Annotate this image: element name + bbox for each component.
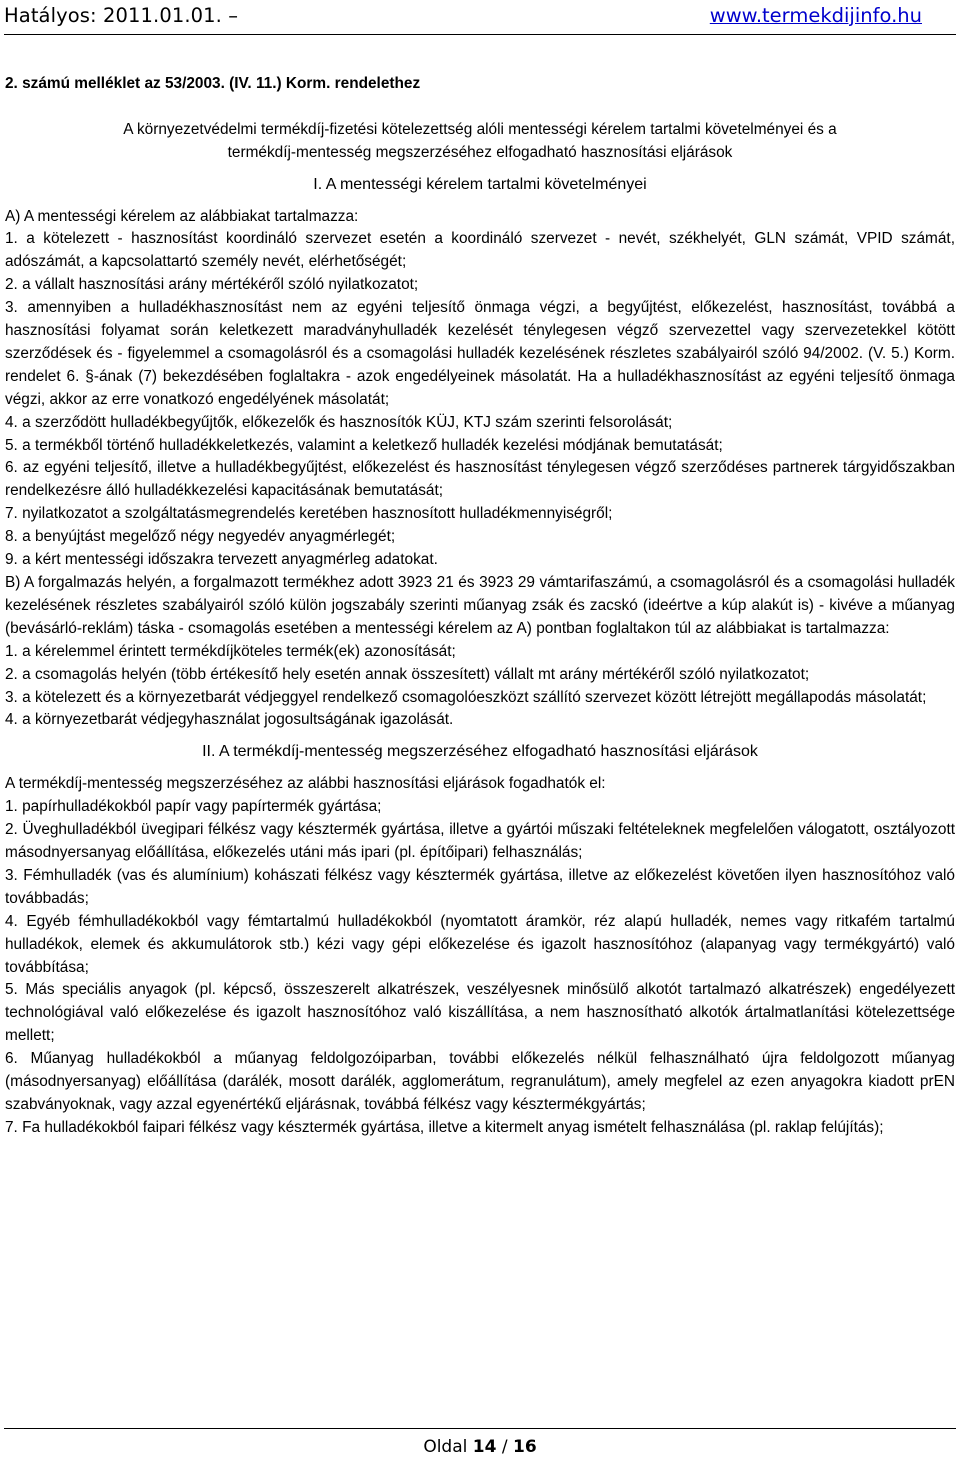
section-1-b-list xyxy=(5,641,955,733)
page-header xyxy=(0,0,960,44)
section-1-a-list xyxy=(5,228,955,572)
list-item: 1. a kérelemmel érintett termékdíjköteles termék(ek) azonosítását; xyxy=(5,642,456,660)
section-1-heading: I. A mentességi kérelem tartalmi követelményei xyxy=(313,175,647,193)
list-item: 5. Más speciális anyagok (pl. képcső, összeszerelt alkatrészek, veszélyesnek minősülő alkotót tartalmazó alkatrészek) engedélyezett technológiával való előkezelése és igazolt hasznosítóhoz való kiszállítása, a nem hasznosítható alkotók ártalmatlanítási kötelezettsége mellett; xyxy=(5,981,955,1045)
list-item: 4. a környezetbarát védjegyhasználat jogosultságának igazolását. xyxy=(5,711,454,729)
list-item: 1. papírhulladékokból papír vagy papírtermék gyártása; xyxy=(5,798,382,816)
section-2-list xyxy=(5,796,955,1140)
header-rule xyxy=(4,34,956,35)
effective-date: Hatályos: 2011.01.01. – xyxy=(4,4,239,27)
total-pages: 16 xyxy=(513,1437,537,1457)
list-item: 8. a benyújtást megelőző négy negyedév anyagmérlegét; xyxy=(5,528,396,546)
current-page: 14 xyxy=(472,1437,497,1457)
list-item: 5. a termékből történő hulladékkeletkezés, valamint a keletkező hulladék kezelési módjának bemutatását; xyxy=(5,436,723,454)
document-subtitle-line-1: A környezetvédelmi termékdíj-fizetési kötelezettség alóli mentességi kérelem tartalmi követelményei és a xyxy=(123,120,837,138)
list-item: 7. nyilatkozatot a szolgáltatásmegrendelés keretében hasznosított hulladékmennyiségről; xyxy=(5,505,613,523)
list-item: 2. a vállalt hasznosítási arány mértékéről szóló nyilatkozatot; xyxy=(5,276,419,294)
page-label: Oldal xyxy=(423,1437,468,1457)
document-body xyxy=(5,73,955,1140)
list-item: 4. Egyéb fémhulladékokból vagy fémtartalmú hulladékokból (nyomtatott áramkör, réz alapú hulladék, nemes vagy ritkafém tartalmú hulladékok, elemek és akkumulátorok stb.) kézi vagy gépi előkezelése és igazolt hasznosítóhoz (alapanyag vagy termékgyártó) való továbbítása; xyxy=(5,912,955,976)
footer-rule xyxy=(4,1428,956,1429)
page-footer xyxy=(0,1437,960,1457)
section-2-intro: A termékdíj-mentesség megszerzéséhez az alábbi hasznosítási eljárások fogadhatók el: xyxy=(5,775,606,793)
section-1-a-intro: A) A mentességi kérelem az alábbiakat tartalmazza: xyxy=(5,207,359,225)
section-1-b-intro: B) A forgalmazás helyén, a forgalmazott termékhez adott 3923 21 és 3923 29 vámtarifaszámú, a csomagolásról és a csomagolási hulladék kezelésének részletes szabályairól szóló külön jogszabály szerinti műanyag zsák és zacskó (ideértve a kúp alakút is) - kivéve a műanyag (bevásárló-reklám) táska - csomagolás esetében a mentességi kérelem az A) pontban foglaltakon túl az alábbiakat is tartalmazza: xyxy=(5,574,955,637)
list-item: 3. Fémhulladék (vas és alumínium) kohászati félkész vagy késztermék gyártása, illetve az előkezelést követően ilyen hasznosítóhoz való továbbadás; xyxy=(5,866,955,907)
list-item: 2. Üveghulladékból üvegipari félkész vagy késztermék gyártása, illetve a gyártói műszaki feltételeknek megfelelően válogatott, osztályozott másodnyersanyag előállítása, előkezelés utáni más ipari (pl. építőipari) felhasználás; xyxy=(5,821,955,861)
section-2-heading: II. A termékdíj-mentesség megszerzéséhez elfogadható hasznosítási eljárások xyxy=(202,743,758,761)
document-title: 2. számú melléklet az 53/2003. (IV. 11.) Korm. rendelethez xyxy=(5,75,421,92)
page-separator: / xyxy=(501,1437,508,1457)
list-item: 7. Fa hulladékokból faipari félkész vagy késztermék gyártása, illetve a kitermelt anyag ismételt felhasználása (pl. raklap felújítás); xyxy=(5,1118,884,1136)
list-item: 6. Műanyag hulladékokból a műanyag feldolgozóiparban, további előkezelés nélkül felhasználható újra feldolgozott műanyag (másodnyersanyag) előállítása (darálék, mosott darálék, agglomerátum, regranulátum), amely megfelel az ezen anyagokra kiadott prEN szabványoknak, vagy azzal egyenértékű eljárásnak, továbbá félkész vagy késztermékgyártás; xyxy=(5,1050,955,1113)
list-item: 1. a kötelezett - hasznosítást koordináló szervezet esetén a koordináló szervezet - nevét, székhelyét, GLN számát, VPID számát, adószámát, a kapcsolattartó személy nevét, elérhetőségét; xyxy=(5,230,955,271)
list-item: 3. a kötelezett és a környezetbarát védjeggyel rendelkező csomagolóeszközt szállító szervezet között létrejött megállapodás másolatát; xyxy=(5,688,927,706)
list-item: 6. az egyéni teljesítő, illetve a hulladékbegyűjtést, előkezelést és hasznosítást ténylegesen végző szerződéses partnerek tárgyidőszakban rendelkezésre álló hulladékkezelési kapacitásának bemutatását; xyxy=(5,459,955,500)
website-link[interactable]: www.termekdijinfo.hu xyxy=(709,4,922,27)
list-item: 9. a kért mentességi időszakra tervezett anyagmérleg adatokat. xyxy=(5,551,438,569)
list-item: 4. a szerződött hulladékbegyűjtők, előkezelők és hasznosítók KÜJ, KTJ szám szerinti felsorolását; xyxy=(5,413,673,431)
document-subtitle-line-2: termékdíj-mentesség megszerzéséhez elfogadható hasznosítási eljárások xyxy=(227,143,733,161)
list-item: 2. a csomagolás helyén (több értékesítő hely esetén annak összesített) vállalt mt arány mértékéről szóló nyilatkozatot; xyxy=(5,665,810,683)
list-item: 3. amennyiben a hulladékhasznosítást nem az egyéni teljesítő önmaga végzi, a begyűjtést, előkezelést, hasznosítást, továbbá a hasznosítási folyamat során keletkezett maradványhulladék kezelését ténylegesen végző szervezettel vagy szervezetekkel kötött szerződések és - figyelemmel a csomagolásról és a csomagolási hulladék kezelésének részletes szabályairól szóló 94/2002. (V. 5.) Korm. rendelet 6. §-ának (7) bekezdésében foglaltakra - azok engedélyeinek másolatát. Ha a hulladékhasznosítást az egyéni teljesítő önmaga végzi, akkor az erre vonatkozó engedélyének másolatát; xyxy=(5,299,955,408)
